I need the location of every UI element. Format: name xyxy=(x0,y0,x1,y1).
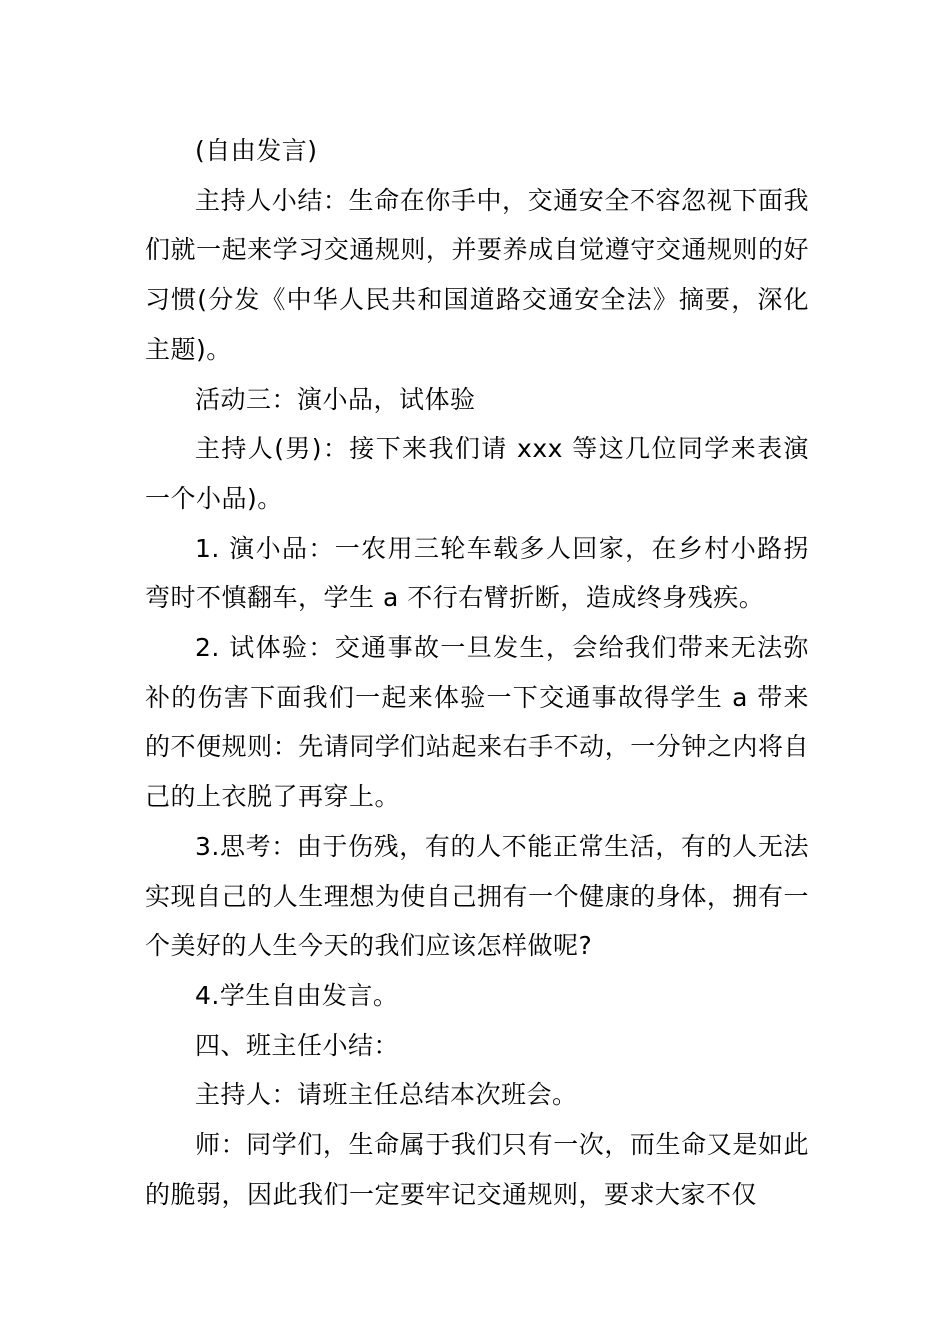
paragraph-activity-three: 活动三：演小品，试体验 xyxy=(195,384,476,414)
paragraph-host-request: 主持人：请班主任总结本次班会。 xyxy=(195,1080,578,1110)
document-body xyxy=(145,126,809,1219)
paragraph-host-summary: 主持人小结：生命在你手中，交通安全不容忽视下面我们就一起来学习交通规则，并要养成自觉遵守交通规则的好习惯(分发《中华人民共和国道路交通安全法》摘要，深化主题)。 xyxy=(145,185,809,364)
paragraph-item-1: 1. 演小品：一农用三轮车载多人回家，在乡村小路拐弯时不慎翻车，学生 a 不行右臂折断，造成终身残疾。 xyxy=(145,533,809,613)
paragraph-host-male: 主持人(男)：接下来我们请 xxx 等这几位同学来表演一个小品)。 xyxy=(145,434,809,513)
paragraph-free-speech: (自由发言) xyxy=(195,136,318,165)
paragraph-item-2: 2. 试体验：交通事故一旦发生，会给我们带来无法弥补的伤害下面我们一起来体验一下交通事故得学生 a 带来的不便规则：先请同学们站起来右手不动，一分钟之内将自己的上衣脱了再穿上。 xyxy=(145,633,809,812)
paragraph-item-4: 4.学生自由发言。 xyxy=(195,980,399,1010)
paragraph-item-3: 3.思考：由于伤残，有的人不能正常生活，有的人无法实现自己的人生理想为使自己拥有一个健康的身体，拥有一个美好的人生今天的我们应该怎样做呢? xyxy=(145,831,809,961)
paragraph-teacher: 师：同学们，生命属于我们只有一次，而生命又是如此的脆弱，因此我们一定要牢记交通规则，要求大家不仅 xyxy=(145,1130,809,1209)
section-heading-four: 四、班主任小结： xyxy=(195,1030,400,1060)
